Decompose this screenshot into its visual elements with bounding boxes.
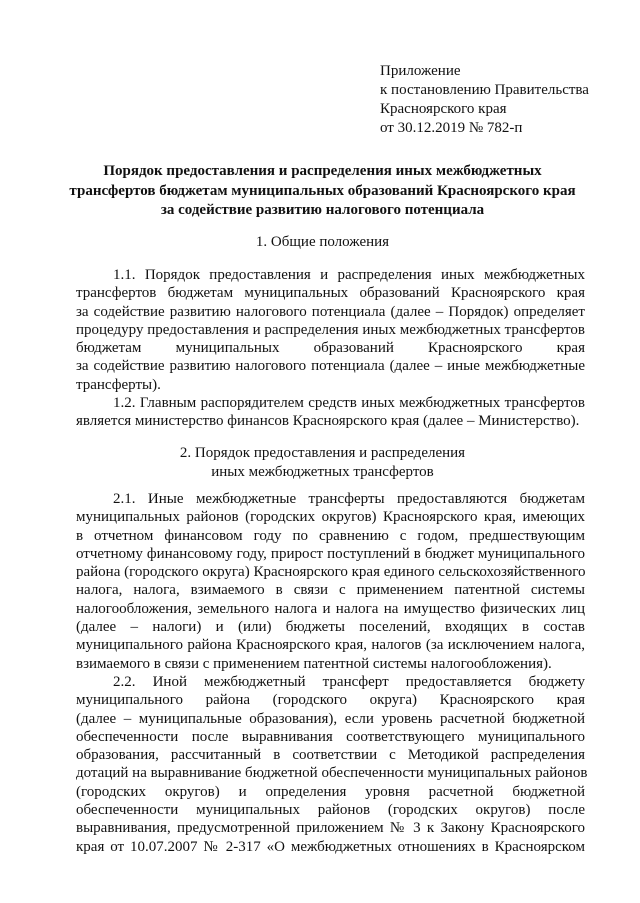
paragraph-line: трансфертов бюджетам муниципальных образований Красноярского края bbox=[76, 285, 585, 302]
paragraph-line: (далее – муниципальные образования), если уровень расчетной бюджетной bbox=[76, 710, 585, 727]
paragraph-line: обеспеченности после выравнивания соответствующего муниципального bbox=[76, 728, 585, 745]
paragraph-line: в отчетном финансовом году по сравнению с годом, предшествующим bbox=[76, 527, 585, 544]
paragraph-line: взимаемого в связи с применением патентной системы налогообложения). bbox=[76, 655, 552, 672]
paragraph-line: (далее – налоги) и (или) бюджеты поселений, входящих в состав bbox=[76, 619, 585, 636]
paragraph-line: процедуру предоставления и распределения иных межбюджетных трансфертов bbox=[76, 321, 585, 338]
paragraph-line: 2.1. Иные межбюджетные трансферты предоставляются бюджетам bbox=[113, 491, 585, 507]
paragraph-line: отчетному финансовому году, прирост поступлений в бюджет муниципального bbox=[76, 545, 585, 562]
paragraph-line: дотаций на выравнивание бюджетной обеспеченности муниципальных районов bbox=[76, 765, 588, 782]
paragraph-line: 2.2. Иной межбюджетный трансферт предоставляется бюджету bbox=[113, 673, 585, 690]
approval-line: Красноярского края bbox=[380, 101, 507, 117]
title-line: Порядок предоставления и распределения иных межбюджетных bbox=[103, 163, 542, 179]
approval-line: к постановлению Правительства bbox=[380, 82, 589, 98]
paragraph-line: обеспеченности муниципальных районов (городских округов) после bbox=[76, 802, 585, 819]
section-1-heading bbox=[60, 233, 585, 252]
paragraph-line: является министерство финансов Красноярского края (далее – Министерство). bbox=[76, 413, 580, 430]
paragraph-line: налога, налога, взимаемого в связи с применением патентной системы bbox=[76, 582, 585, 599]
section-1-body bbox=[76, 266, 585, 431]
paragraph-line: района (городского округа) Красноярского края единого сельскохозяйственного bbox=[76, 564, 586, 581]
section-1-heading-text: 1. Общие положения bbox=[255, 234, 390, 250]
paragraph-line: трансферты). bbox=[76, 376, 161, 393]
approval-line: Приложение bbox=[380, 63, 461, 79]
document-title bbox=[60, 162, 585, 221]
paragraph-line: налогообложения, земельного налога и налога на имущество физических лиц bbox=[76, 600, 585, 617]
paragraph-line: 1.2. Главным распорядителем средств иных межбюджетных трансфертов bbox=[113, 395, 585, 412]
section-2-heading-line: иных межбюджетных трансфертов bbox=[211, 464, 434, 480]
approval-line: от 30.12.2019 № 782-п bbox=[380, 120, 523, 136]
paragraph-line: за содействие развитию налогового потенциала (далее – Порядок) определяет bbox=[76, 303, 585, 320]
paragraph-line: муниципальных районов (городских округов) Красноярского края, имеющих bbox=[76, 509, 585, 526]
paragraph-line: выравнивания, предусмотренной приложением № 3 к Закону Красноярского bbox=[76, 820, 585, 837]
section-2-heading bbox=[60, 444, 585, 482]
paragraph-line: за содействие развитию налогового потенциала (далее – иные межбюджетные bbox=[76, 358, 585, 375]
paragraph-line: бюджетам муниципальных образований Красноярского края bbox=[76, 340, 585, 357]
title-line: за содействие развитию налогового потенциала bbox=[160, 202, 485, 218]
paragraph-line: муниципального района Красноярского края, налогов (за исключением налога, bbox=[76, 637, 585, 654]
paragraph-line: образования, рассчитанный в соответствии с Методикой распределения bbox=[76, 747, 585, 764]
section-2-heading-line: 2. Порядок предоставления и распределения bbox=[179, 445, 466, 461]
paragraph-line: 1.1. Порядок предоставления и распределения иных межбюджетных bbox=[113, 267, 585, 283]
approval-note bbox=[380, 62, 589, 138]
title-line: трансфертов бюджетам муниципальных образований Красноярского края bbox=[69, 182, 576, 199]
paragraph-line: муниципального района (городского округа) Красноярского края bbox=[76, 692, 585, 709]
paragraph-line: края от 10.07.2007 № 2-317 «О межбюджетных отношениях в Красноярском bbox=[76, 838, 585, 855]
paragraph-line: (городских округов) и определения уровня расчетной бюджетной bbox=[76, 783, 585, 800]
section-2-body bbox=[76, 490, 588, 856]
